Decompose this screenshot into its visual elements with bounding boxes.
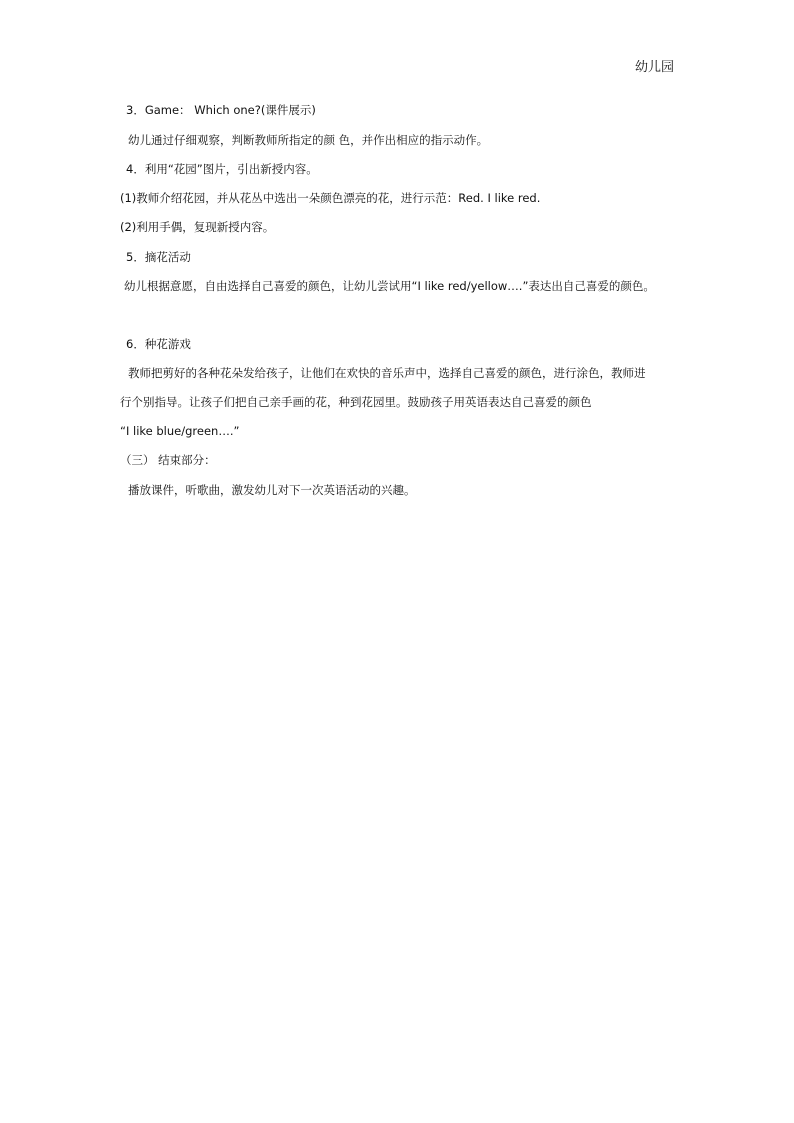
step-4-heading: 4．利用“花园”图片，引出新授内容。 (126, 162, 318, 176)
step-6-heading: 6．种花游戏 (126, 337, 191, 351)
page-header: 幼儿园 (634, 60, 674, 75)
step-6-description-line-1: 教师把剪好的各种花朵发给孩子，让他们在欢快的音乐声中，选择自己喜爱的颜色，进行涂色，教师进 (128, 366, 646, 380)
step-4-item-1: (1)教师介绍花园，并从花丛中选出一朵颜色漂亮的花，进行示范：Red. I like red. (120, 191, 541, 205)
step-4-item-2: (2)利用手偶，复现新授内容。 (120, 220, 275, 234)
step-6-quote: “I like blue/green….” (120, 424, 240, 438)
step-5-description: 幼儿根据意愿，自由选择自己喜爱的颜色，让幼儿尝试用“I like red/yellow….”表达出自己喜爱的颜色。 (124, 279, 655, 293)
section-3-description: 播放课件，听歌曲，激发幼儿对下一次英语活动的兴趣。 (128, 483, 416, 497)
step-3-description: 幼儿通过仔细观察，判断教师所指定的颜 色，并作出相应的指示动作。 (128, 133, 489, 147)
step-6-description-line-2: 行个别指导。让孩子们把自己亲手画的花，种到花园里。鼓励孩子用英语表达自己喜爱的颜色 (120, 395, 592, 409)
step-3-heading: 3．Game： Which one?(课件展示) (126, 103, 316, 117)
section-3-heading: （三） 结束部分： (120, 453, 216, 467)
step-5-heading: 5．摘花活动 (126, 250, 191, 264)
